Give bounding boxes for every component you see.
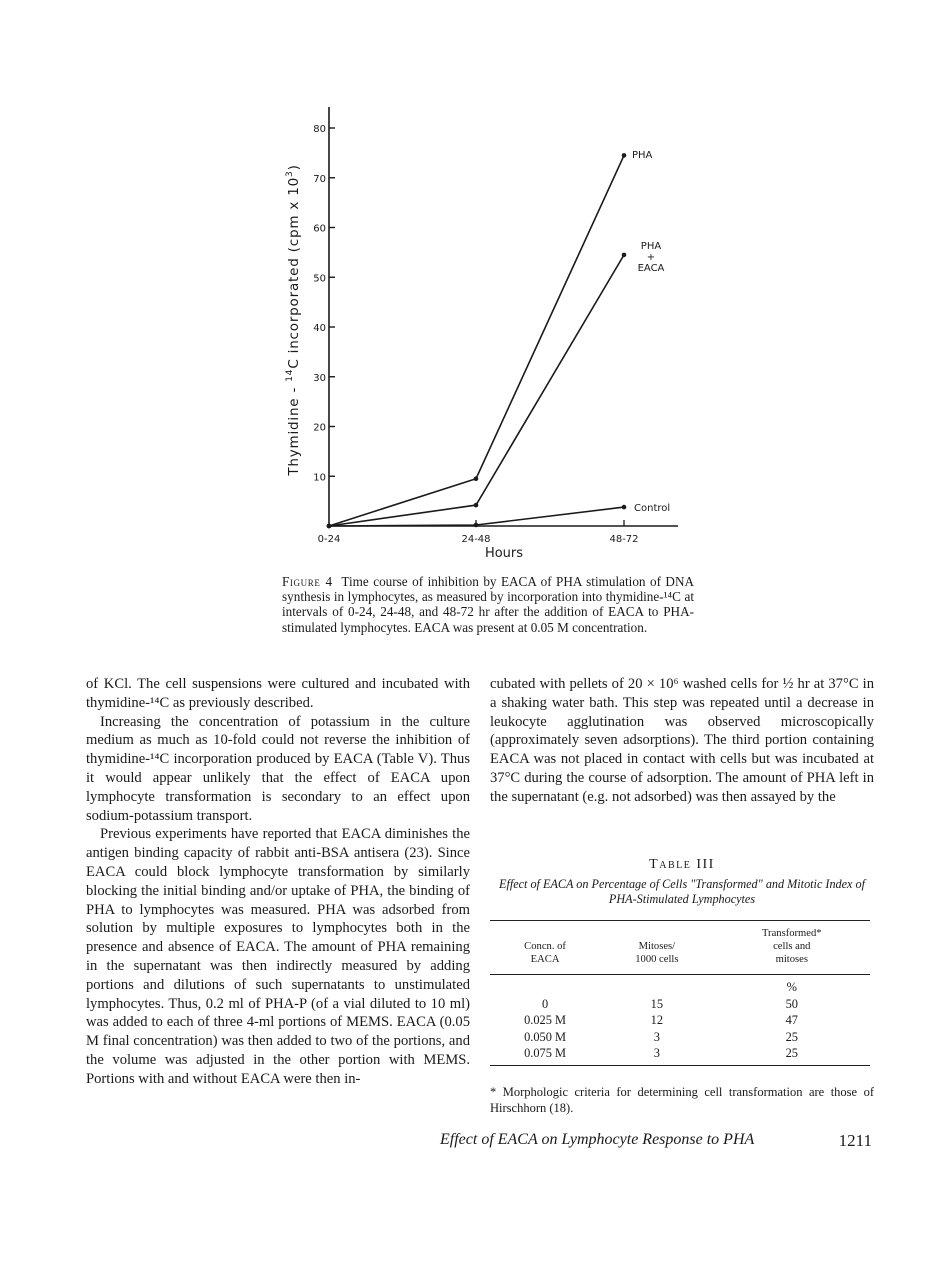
x-tick-label: 48-72 (609, 534, 639, 545)
series-label: EACA (637, 263, 665, 274)
table-title: Table III (649, 857, 715, 872)
cell-mitoses: 3 (600, 1045, 713, 1065)
data-table (490, 920, 870, 1066)
data-point (474, 503, 479, 508)
x-tick-label: 0-24 (317, 534, 341, 545)
series-line (329, 255, 624, 526)
cell-mitoses: 15 (650, 996, 664, 1011)
table-footnote: * Morphologic criteria for determining cell transformation are those of Hirschhorn (18). (490, 1085, 874, 1115)
table-iii (490, 920, 870, 1066)
paragraph: cubated with pellets of 20 × 10⁶ washed cells for ½ hr at 37°C in a shaking water bath. This step was repeated until a decrease in leukocyte agglutination was observed microscopically (approximately seven adsorptions). The third portion containing EACA was not placed in contact with cells but was incubated at 37°C during the course of adsorption. The amount of PHA left in the supernatant (e.g. not adsorbed) was then assayed by the (490, 676, 874, 805)
table-caption: Effect of EACA on Percentage of Cells "Transformed" and Mitotic Index of PHA-Stimulated Lymphocytes (499, 877, 865, 906)
table-row (490, 996, 870, 1013)
header-transformed: Transformed* cells and mitoses (714, 921, 870, 975)
table-row (490, 1012, 870, 1029)
table-row (490, 1045, 870, 1065)
chart-axes (313, 107, 678, 545)
running-title: Effect of EACA on Lymphocyte Response to PHA (440, 1131, 755, 1148)
data-point (474, 523, 479, 528)
y-axis-label: Thymidine - $^{14}$C incorporated (cpm x $10^3$) (285, 164, 302, 476)
page-number: 1211 (838, 1131, 872, 1150)
data-point (327, 524, 332, 529)
x-tick-label: 24-48 (461, 534, 491, 545)
header-mitoses: Mitoses/ 1000 cells (600, 921, 713, 975)
y-tick-label: 70 (313, 173, 326, 185)
cell-transformed: 47 (785, 1013, 798, 1027)
body-column-right (490, 675, 874, 807)
y-tick-label: 60 (313, 223, 326, 235)
y-tick-label: 10 (313, 472, 326, 484)
cell-concn: 0.025 M (524, 1013, 567, 1027)
paragraph: Increasing the concentration of potassium in the culture medium as much as 10-fold could not reverse the inhibition of thymidine-¹⁴C incorporation produced by EACA (Table V). Thus it would appear unlikely that the effect of EACA upon lymphocyte transformation is secondary to an effect upon sodium-potassium transport. (86, 713, 470, 824)
table-row (490, 1029, 870, 1046)
body-column-left (86, 675, 470, 1089)
data-point (474, 476, 479, 481)
table-units-row (490, 975, 870, 996)
cell-transformed: 25 (785, 1029, 798, 1044)
figure-4-chart (0, 0, 936, 572)
data-point (622, 153, 627, 158)
cell-transformed: 50 (785, 996, 798, 1011)
y-tick-label: 30 (313, 372, 326, 384)
y-tick-label: 20 (313, 422, 326, 434)
header-concn: Concn. of EACA (490, 921, 600, 975)
series-label: PHA (640, 241, 662, 252)
series-label: + (646, 252, 656, 263)
series-label: PHA (632, 150, 653, 161)
data-point (622, 253, 627, 258)
unit-percent: % (786, 980, 797, 994)
paragraph: of KCl. The cell suspensions were cultured and incubated with thymidine-¹⁴C as previously described. (86, 676, 470, 711)
figure-caption (282, 574, 694, 635)
figure-caption-lead: Figure 4 (282, 574, 333, 589)
cell-concn: 0.050 M (524, 1029, 567, 1044)
cell-mitoses: 12 (650, 1013, 664, 1027)
x-axis-label: Hours (484, 546, 524, 561)
figure-caption-text: Time course of inhibition by EACA of PHA stimulation of DNA synthesis in lymphocytes, as measured by incorporation into thymidine-¹⁴C at intervals of 0-24, 24-48, and 48-72 hr after the addition of EACA to PHA-stimulated lymphocytes. EACA was present at 0.05 M concentration. (282, 574, 694, 635)
cell-concn: 0 (541, 996, 549, 1011)
paragraph: Previous experiments have reported that EACA diminishes the antigen binding capacity of rabbit anti-BSA antisera (23). Since EACA could block lymphocyte transformation by similarly blocking the initial binding and/or uptake of PHA, the binding of PHA to lymphocytes was measured. PHA was adsorbed from solution by multiple exposures to lymphocytes both in the presence and absence of EACA. The amount of PHA remaining in the supernatant was then indirectly measured by adding portions and dilutions of such supernatants to unstimulated lymphocytes. Thus, 0.2 ml of PHA-P (of a vial diluted to 10 ml) was added to each of three 4-ml portions of MEMS. EACA (0.05 M final concentration) was then added to two of the portions, and the volume was adjusted in the other portion with MEMS. Portions with and without EACA were then in- (86, 826, 470, 1087)
series-line (329, 155, 624, 526)
chart-series (327, 150, 670, 528)
data-point (622, 505, 627, 510)
cell-concn: 0.075 M (490, 1045, 600, 1065)
cell-mitoses: 3 (653, 1029, 660, 1044)
running-footer (440, 1131, 872, 1151)
cell-transformed: 25 (714, 1045, 870, 1065)
y-tick-label: 80 (313, 124, 326, 135)
series-label: Control (634, 503, 671, 514)
table-header-row (490, 921, 870, 975)
y-tick-label: 50 (313, 273, 326, 285)
y-tick-label: 40 (313, 323, 326, 334)
